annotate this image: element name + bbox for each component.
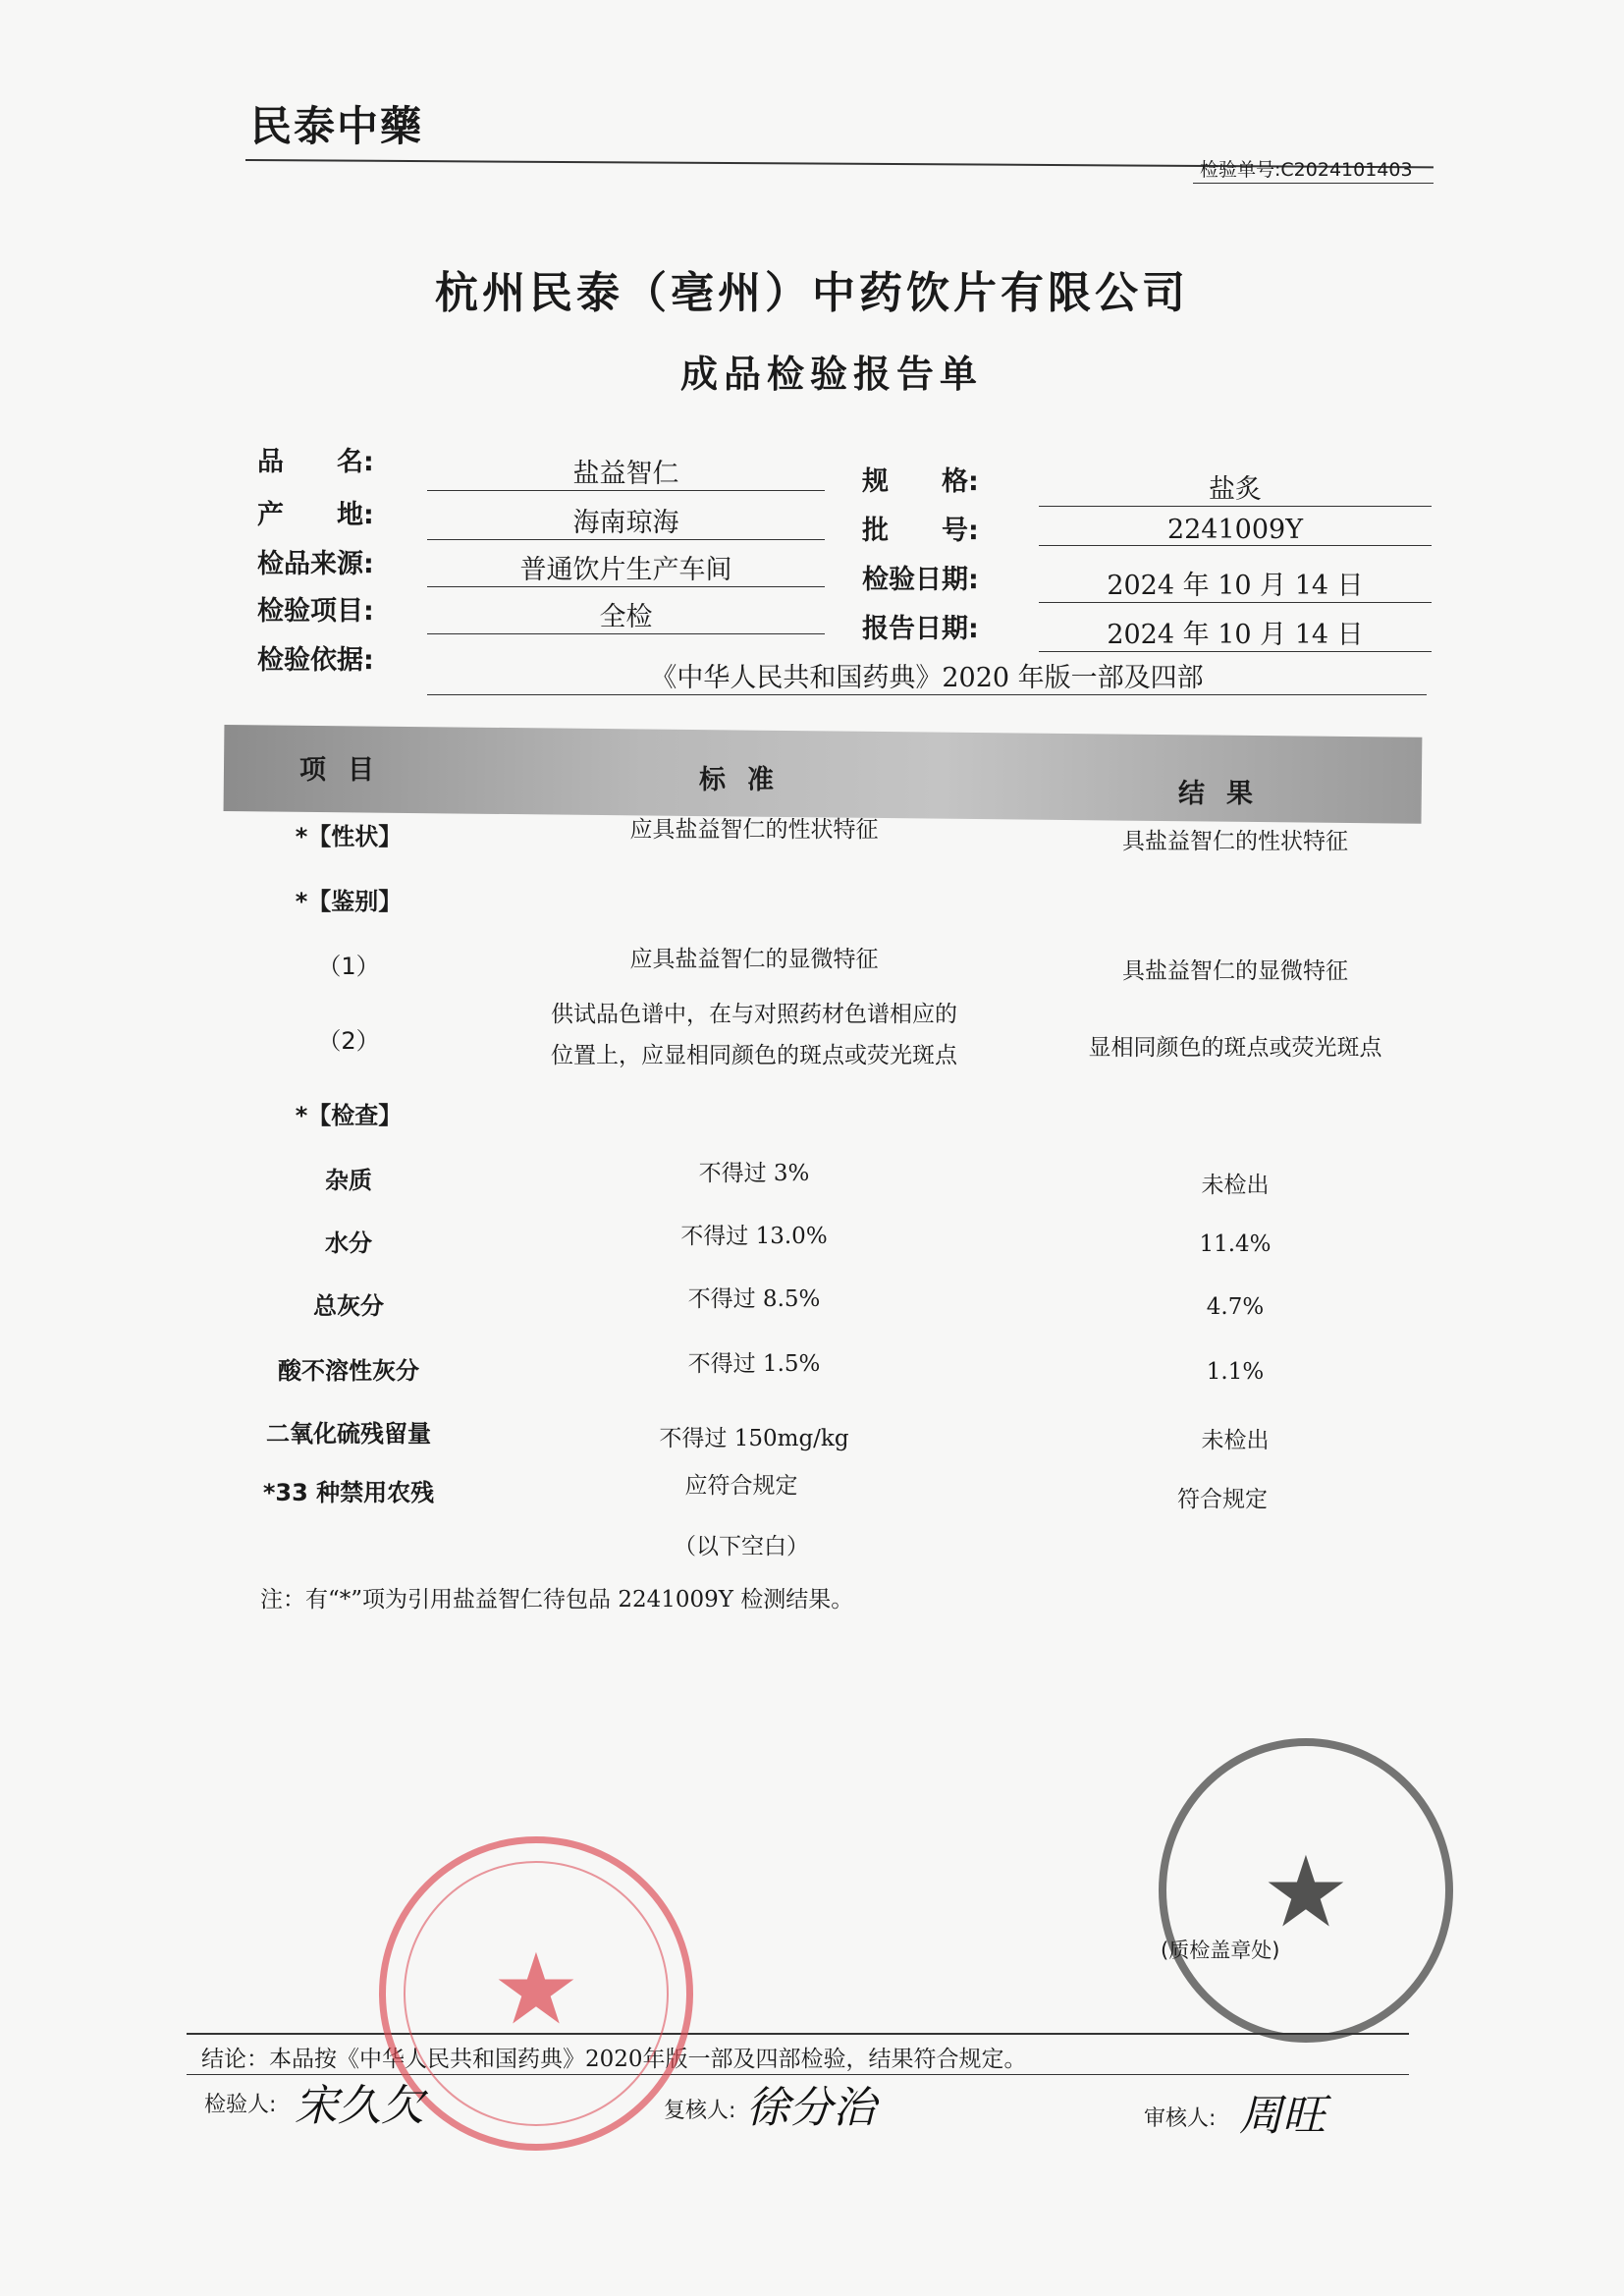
product-name-label: 品 名: — [257, 447, 374, 477]
quality-management-seal — [379, 1836, 693, 2151]
table-row-result: 显相同颜色的斑点或荧光斑点 — [1088, 1035, 1382, 1061]
batch-label: 批 号: — [862, 516, 979, 546]
table-row-standard: 应具盐益智仁的显微特征 — [629, 947, 879, 972]
table-row-result: 11.4% — [1199, 1231, 1272, 1257]
basis-label: 检验依据: — [257, 645, 374, 676]
inspector-label: 检验人: — [204, 2093, 277, 2117]
spec-label: 规 格: — [862, 466, 979, 497]
table-row-item: 总灰分 — [313, 1292, 384, 1320]
sample-source-value: 普通饮片生产车间 — [427, 548, 825, 587]
approver-signature: 周旺 — [1239, 2091, 1326, 2141]
star-icon: ★ — [492, 1932, 580, 2047]
doc-number-label: 检验单号: — [1200, 159, 1281, 181]
doc-number — [1200, 155, 1413, 182]
table-row-item: *【鉴别】 — [295, 888, 403, 915]
table-row-item: （1） — [317, 953, 380, 980]
footnote: 注：有“*”项为引用盐益智仁待包品 2241009Y 检测结果。 — [260, 1587, 854, 1613]
table-row-standard: 不得过 1.5% — [687, 1351, 821, 1377]
conclusion-text: 结论：本品按《中华人民共和国药典》2020年版一部及四部检验，结果符合规定。 — [201, 2047, 1027, 2072]
table-row-item: （2） — [317, 1027, 380, 1055]
basis-value: 《中华人民共和国药典》2020 年版一部及四部 — [427, 656, 1427, 695]
table-row-standard-line2: 位置上，应显相同颜色的斑点或荧光斑点 — [551, 1043, 957, 1068]
table-row-standard: 不得过 13.0% — [680, 1224, 828, 1249]
table-row-item: *【性状】 — [295, 823, 403, 850]
product-name-value: 盐益智仁 — [427, 452, 825, 491]
company-name: 杭州民泰（亳州）中药饮片有限公司 — [435, 268, 1189, 318]
table-row-item: *【检查】 — [295, 1102, 403, 1129]
table-row-result: 具盐益智仁的显微特征 — [1122, 958, 1348, 984]
test-items-value: 全检 — [427, 595, 825, 634]
star-icon: ★ — [1262, 1834, 1350, 1949]
sample-source-label: 检品来源: — [257, 549, 374, 579]
approver-label: 审核人: — [1144, 2106, 1217, 2131]
table-row-standard: 不得过 150mg/kg — [659, 1426, 849, 1451]
test-date-label: 检验日期: — [862, 565, 979, 595]
table-row-item: 酸不溶性灰分 — [278, 1357, 419, 1385]
origin-value: 海南琼海 — [427, 501, 825, 540]
doc-number-value: C2024101403 — [1280, 159, 1413, 181]
column-header-standard: 标准 — [699, 765, 795, 795]
table-row-standard: 应符合规定 — [684, 1473, 798, 1499]
spec-value: 盐炙 — [1039, 467, 1432, 507]
blank-below-marker: （以下空白） — [674, 1534, 809, 1559]
reviewer-label: 复核人: — [664, 2099, 736, 2123]
qc-seal-location: (质检盖章处) — [1161, 1939, 1280, 1962]
page-title: 成品检验报告单 — [679, 353, 983, 396]
column-header-item: 项目 — [299, 755, 396, 786]
reviewer-signature: 徐分治 — [746, 2083, 876, 2133]
report-date-label: 报告日期: — [862, 614, 979, 644]
table-row-result: 具盐益智仁的性状特征 — [1122, 829, 1348, 854]
report-date-value: 2024 年 10 月 14 日 — [1039, 613, 1432, 652]
table-row-standard: 不得过 3% — [698, 1161, 810, 1186]
table-row-result: 未检出 — [1201, 1428, 1270, 1453]
inspection-seal — [1159, 1738, 1453, 2043]
table-row-item: 水分 — [325, 1230, 372, 1257]
column-header-result: 结果 — [1178, 779, 1274, 809]
origin-label: 产 地: — [257, 500, 374, 530]
table-row-result: 符合规定 — [1177, 1487, 1268, 1512]
company-logo: 民泰中藥 — [250, 102, 424, 150]
inspector-signature: 宋久欠 — [295, 2081, 424, 2131]
test-items-label: 检验项目: — [257, 596, 374, 627]
table-row-item: 二氧化硫残留量 — [266, 1420, 431, 1448]
table-row-standard: 不得过 8.5% — [687, 1286, 821, 1312]
table-row-item: *33 种禁用农残 — [262, 1479, 435, 1506]
test-date-value: 2024 年 10 月 14 日 — [1039, 564, 1432, 603]
conclusion-divider-top — [187, 2033, 1409, 2035]
batch-value: 2241009Y — [1039, 515, 1432, 546]
doc-number-underline — [1193, 183, 1434, 184]
table-row-result: 1.1% — [1206, 1359, 1265, 1385]
table-row-result: 4.7% — [1206, 1294, 1265, 1320]
table-row-result: 未检出 — [1201, 1173, 1270, 1198]
table-row-item: 杂质 — [325, 1167, 372, 1194]
table-row-standard: 应具盐益智仁的性状特征 — [629, 817, 879, 843]
table-row-standard: 供试品色谱中，在与对照药材色谱相应的 — [551, 1002, 957, 1027]
